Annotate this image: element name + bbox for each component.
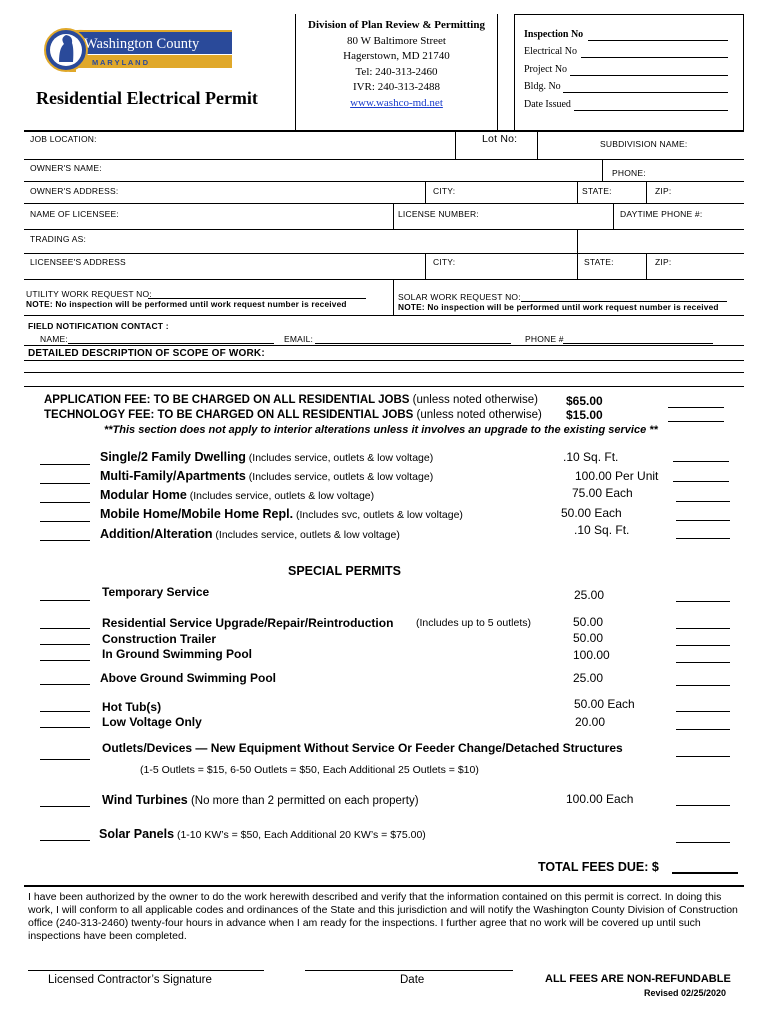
job-price: 75.00 Each xyxy=(572,486,633,500)
bldg-no-field[interactable] xyxy=(563,92,728,93)
solar-panels xyxy=(99,827,426,841)
signature-field[interactable] xyxy=(28,970,264,971)
job-checkbox-addition[interactable] xyxy=(40,540,90,541)
inground-price: 100.00 xyxy=(573,648,610,662)
special-checkbox-trailer[interactable] xyxy=(40,644,90,645)
job-modular xyxy=(100,488,374,502)
scope-line-1[interactable] xyxy=(24,372,744,373)
contact-name-field[interactable] xyxy=(68,343,274,344)
project-no-field[interactable] xyxy=(570,75,728,76)
technology-fee-label: TECHNOLOGY FEE: TO BE CHARGED ON ALL RESIDENTIAL JOBS xyxy=(44,409,414,421)
construction-trailer: Construction Trailer xyxy=(102,632,217,646)
special-checkbox-wind[interactable] xyxy=(40,806,90,807)
owners-address-label: OWNER'S ADDRESS: xyxy=(30,186,119,196)
upgrade-price: 50.00 xyxy=(573,615,604,629)
state-label: STATE: xyxy=(582,186,612,196)
trailer-price: 50.00 xyxy=(573,631,604,645)
utility-request-label: UTILITY WORK REQUEST NO: xyxy=(26,289,152,299)
hottub-price: 50.00 Each xyxy=(574,697,635,711)
contact-email-field[interactable] xyxy=(315,343,511,344)
service-upgrade-note: (Includes up to 5 outlets) xyxy=(416,617,531,629)
special-checkbox-inground[interactable] xyxy=(40,660,90,661)
division-tel: Tel: 240-313-2460 xyxy=(355,65,438,78)
solar-note: (1-10 KW’s = $50, Each Additional 20 KW’s = $75.00) xyxy=(174,829,426,841)
signature-label: Licensed Contractor’s Signature xyxy=(48,974,212,986)
wind-turbines xyxy=(102,793,419,807)
non-refundable-note: ALL FEES ARE NON-REFUNDABLE xyxy=(545,973,731,985)
special-checkbox-upgrade[interactable] xyxy=(40,628,90,629)
job-mobile-home xyxy=(100,507,463,521)
utility-note: NOTE: No inspection will be performed until work request number is received xyxy=(26,299,347,309)
aboveground-pool: Above Ground Swimming Pool xyxy=(100,671,277,685)
inspection-no-label: Inspection No xyxy=(524,29,584,40)
solar-request-label: SOLAR WORK REQUEST NO: xyxy=(398,292,521,302)
division-ivr: IVR: 240-313-2488 xyxy=(352,81,441,93)
trailer-fee-field[interactable] xyxy=(676,645,730,646)
division-street: 80 W Baltimore Street xyxy=(347,34,446,47)
lowvoltage-fee-field[interactable] xyxy=(676,729,730,730)
job-location-label: JOB LOCATION: xyxy=(30,134,97,144)
job-name: Single/2 Family Dwelling xyxy=(100,450,246,464)
technology-fee-note: (unless noted otherwise) xyxy=(413,409,542,421)
zip-label: ZIP: xyxy=(655,186,672,196)
contact-phone-label: PHONE # xyxy=(525,334,564,344)
document-title: Residential Electrical Permit xyxy=(36,88,258,108)
application-fee xyxy=(44,394,538,406)
inground-fee-field[interactable] xyxy=(676,662,730,663)
daytime-phone-label: DAYTIME PHONE #: xyxy=(620,209,703,219)
date-issued-label: Date Issued xyxy=(524,99,571,110)
website-link[interactable]: www.washco-md.net xyxy=(350,96,443,109)
section-note: **This section does not apply to interior alterations unless it involves an upgrade to the existing service ** xyxy=(104,424,658,436)
owners-name-label: OWNER'S NAME: xyxy=(30,163,102,173)
upgrade-fee-field[interactable] xyxy=(676,628,730,629)
subdivision-label: SUBDIVISION NAME: xyxy=(600,139,688,149)
date-field[interactable] xyxy=(305,970,513,971)
lowvoltage-price: 20.00 xyxy=(575,715,606,729)
job-name: Multi-Family/Apartments xyxy=(100,469,246,483)
job-note: (Includes svc, outlets & low voltage) xyxy=(293,509,463,521)
service-upgrade: Residential Service Upgrade/Repair/Reintroduction xyxy=(102,616,394,630)
job-note: (Includes service, outlets & low voltage) xyxy=(186,490,375,502)
logo-text: Washington County xyxy=(84,36,200,52)
outlets-fee-field[interactable] xyxy=(676,756,730,757)
revised-date: Revised 02/25/2020 xyxy=(644,988,727,998)
technology-fee-amount: $15.00 xyxy=(566,408,603,422)
city-label: CITY: xyxy=(433,186,456,196)
state2-label: STATE: xyxy=(584,257,614,267)
outlets-devices: Outlets/Devices — New Equipment Without Service Or Feeder Change/Detached Structures xyxy=(102,741,623,755)
temporary-fee-field[interactable] xyxy=(676,601,730,602)
washington-county-logo xyxy=(40,24,236,74)
job-single-family xyxy=(100,450,433,464)
special-checkbox-aboveground[interactable] xyxy=(40,684,90,685)
hot-tubs: Hot Tub(s) xyxy=(102,700,162,714)
phone-label: PHONE: xyxy=(612,168,646,178)
job-name: Mobile Home/Mobile Home Repl. xyxy=(100,507,294,521)
application-fee-amount: $65.00 xyxy=(566,394,603,408)
trading-as-label: TRADING AS: xyxy=(30,234,87,244)
lot-no-label: Lot No: xyxy=(482,133,518,145)
total-fees-label: TOTAL FEES DUE: $ xyxy=(538,860,659,874)
job-fee-field[interactable] xyxy=(676,538,730,539)
licensee-address-label: LICENSEE'S ADDRESS xyxy=(30,257,126,267)
job-fee-field[interactable] xyxy=(673,481,729,482)
application-fee-field[interactable] xyxy=(668,407,724,408)
solar-note: NOTE: No inspection will be performed until work request number is received xyxy=(398,302,719,312)
contact-email-label: EMAIL: xyxy=(284,334,314,344)
city2-label: CITY: xyxy=(433,257,456,267)
date-issued-field[interactable] xyxy=(574,110,728,111)
application-fee-note: (unless noted otherwise) xyxy=(409,394,538,406)
temporary-price: 25.00 xyxy=(574,588,605,602)
project-no-label: Project No xyxy=(524,64,568,75)
application-fee-label: APPLICATION FEE: TO BE CHARGED ON ALL RESIDENTIAL JOBS xyxy=(44,394,410,406)
job-note: (Includes service, outlets & low voltage) xyxy=(245,471,434,483)
division-name: Division of Plan Review & Permitting xyxy=(308,19,485,31)
job-checkbox-single[interactable] xyxy=(40,464,90,465)
wind-price: 100.00 Each xyxy=(566,792,634,806)
job-fee-field[interactable] xyxy=(676,520,730,521)
wind-fee-field[interactable] xyxy=(676,805,730,806)
job-name: Modular Home xyxy=(100,488,187,502)
wind-label: Wind Turbines xyxy=(102,793,188,807)
outlets-note: (1-5 Outlets = $15, 6-50 Outlets = $50, Each Additional 25 Outlets = $10) xyxy=(140,764,479,776)
job-price: 50.00 Each xyxy=(561,506,622,520)
aboveground-price: 25.00 xyxy=(573,671,604,685)
special-checkbox-outlets[interactable] xyxy=(40,759,90,760)
job-multi-family xyxy=(100,469,433,483)
solar-label: Solar Panels xyxy=(99,827,175,841)
hottub-fee-field[interactable] xyxy=(676,711,730,712)
authorization-text: I have been authorized by the owner to do the work herewith described and verify that the information contained on this permit is correct. In doing this work, I will conform to all applicable codes and ordinances of the State and this jurisdiction and will notify the Washington County Division of Construction office (240-313-2460) twenty-four hours in advance when I am ready for the inspections. I further agree that no work will be covered up until such inspections have been completed. xyxy=(28,891,738,942)
wind-note: (No more than 2 permitted on each property) xyxy=(187,795,419,807)
job-price: .10 Sq. Ft. xyxy=(563,450,619,464)
job-note: (Includes service, outlets & low voltage) xyxy=(212,529,400,541)
special-checkbox-temporary[interactable] xyxy=(40,600,90,601)
low-voltage: Low Voltage Only xyxy=(102,715,202,729)
field-contact-label: FIELD NOTIFICATION CONTACT : xyxy=(28,321,169,331)
job-note: (Includes service, outlets & low voltage) xyxy=(245,452,434,464)
zip2-label: ZIP: xyxy=(655,257,672,267)
scope-heading: DETAILED DESCRIPTION OF SCOPE OF WORK: xyxy=(28,348,265,359)
solar-fee-field[interactable] xyxy=(676,842,730,843)
scope-line-2[interactable] xyxy=(24,386,744,387)
logo-subtext: M A R Y L A N D xyxy=(92,58,148,67)
special-checkbox-lowvoltage[interactable] xyxy=(40,727,90,728)
special-permits-heading: SPECIAL PERMITS xyxy=(288,564,401,578)
contact-name-label: NAME: xyxy=(40,334,68,344)
license-number-label: LICENSE NUMBER: xyxy=(398,209,479,219)
technology-fee xyxy=(44,409,542,421)
inspection-no-field[interactable] xyxy=(588,40,728,41)
division-city: Hagerstown, MD 21740 xyxy=(343,50,450,62)
inground-pool: In Ground Swimming Pool xyxy=(102,647,252,661)
electrical-no-field[interactable] xyxy=(581,57,728,58)
total-fees-field[interactable] xyxy=(672,872,738,874)
technology-fee-field[interactable] xyxy=(668,421,724,422)
job-name: Addition/Alteration xyxy=(100,527,213,541)
division-address xyxy=(300,18,493,111)
bldg-no-label: Bldg. No xyxy=(524,81,561,92)
contact-phone-field[interactable] xyxy=(563,343,713,344)
job-price: .10 Sq. Ft. xyxy=(574,523,630,537)
job-addition xyxy=(100,527,400,541)
licensee-name-label: NAME OF LICENSEE: xyxy=(30,209,119,219)
job-checkbox-modular[interactable] xyxy=(40,502,90,503)
job-checkbox-multi[interactable] xyxy=(40,483,90,484)
temporary-service: Temporary Service xyxy=(102,585,210,599)
electrical-no-label: Electrical No xyxy=(524,46,578,57)
job-checkbox-mobile[interactable] xyxy=(40,521,90,522)
date-label: Date xyxy=(400,974,425,986)
job-fee-field[interactable] xyxy=(673,461,729,462)
special-checkbox-hottub[interactable] xyxy=(40,711,90,712)
aboveground-fee-field[interactable] xyxy=(676,685,730,686)
job-price: 100.00 Per Unit xyxy=(575,469,659,483)
job-fee-field[interactable] xyxy=(676,501,730,502)
special-checkbox-solar[interactable] xyxy=(40,840,90,841)
